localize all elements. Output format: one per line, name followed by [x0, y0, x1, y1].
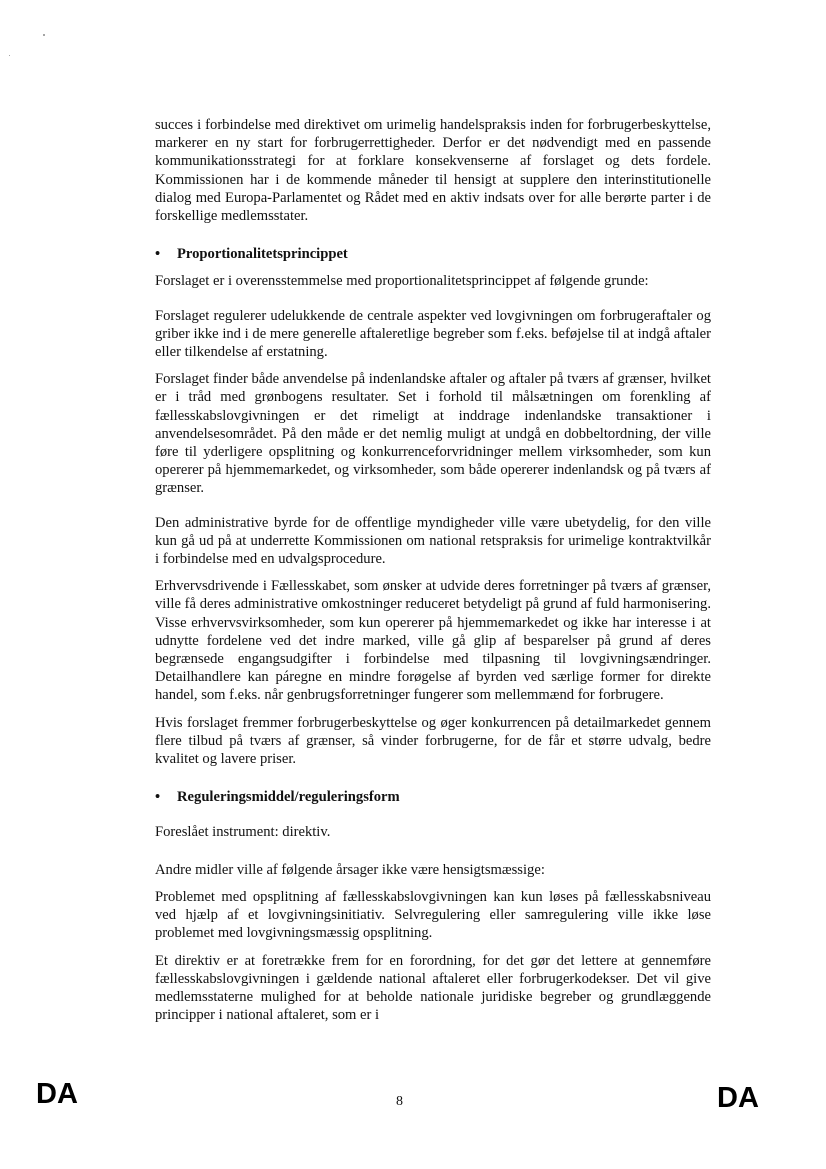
paragraph: Erhvervsdrivende i Fællesskabet, som ønsker at udvide deres forretninger på tværs af grænser, ville få deres administrative omkostninger reduceret betydeligt på grund af fuld harmonisering. Visse erhvervsvirksomheder, som kun opererer på hjemmemarkedet og ikke har interesse i at udnytte fordelene ved det indre marked, ville gå glip af besparelser på grund af deres begrænsede engangsudgifter i forbindelse med tilpasning til lovgivningsændringer. Detailhandlere kan páregne en mindre forøgelse af byrden ved særlige former for direkte handel, som f.eks. når genbrugsforretninger fungerer som mellemmænd for forbrugere.: [155, 578, 711, 704]
page-number: 8: [396, 1094, 403, 1109]
language-code-left: DA: [36, 1078, 78, 1110]
paragraph: Et direktiv er at foretrække frem for en forordning, for det gør det lettere at gennemføre fællesskabslovgivningen i gældende national aftaleret eller forbrugerkodekser. Det vil give medlemsstaterne mulighed for at beholde nationale juridiske begreber og grundlæggende principper i national aftaleret, som er i: [155, 952, 711, 1024]
heading-text: Reguleringsmiddel/reguleringsform: [177, 789, 400, 806]
paragraph: Problemet med opsplitning af fællesskabslovgivningen kan kun løses på fællesskabsniveau ved hjælp af et lovgivningsinitiativ. Selvregulering eller samregulering ville ikke løse problemet med lovgivningsmæssig opsplitning.: [155, 888, 711, 942]
heading-text: Proportionalitetsprincippet: [177, 246, 348, 263]
section-heading: [155, 245, 711, 263]
bullet-icon: •: [155, 789, 161, 806]
paragraph: Andre midler ville af følgende årsager ikke være hensigtsmæssige:: [155, 861, 545, 878]
paragraph: succes i forbindelse med direktivet om urimelig handelspraksis inden for forbrugerbeskyttelse, markerer en ny start for forbrugerrettigheder. Derfor er det nødvendigt med en passende kommunikationsstrategi for at forklare konsekvenserne af forslaget og dets fordele. Kommissionen har i de kommende måneder til hensigt at supplere den interinstitutionelle dialog med Europa-Parlamentet og Rådet med en aktiv indsats over for alle berørte parter i de forskellige medlemsstater.: [155, 117, 711, 225]
paragraph: Forslaget er i overensstemmelse med proportionalitetsprincippet af følgende grunde:: [155, 273, 649, 290]
language-code-right: DA: [717, 1082, 759, 1114]
paragraph: Den administrative byrde for de offentlige myndigheder ville være ubetydelig, for den ville kun gå ud på at underrette Kommissionen om national retspraksis for urimelige kontraktvilkår i forbindelse med en udvalgsprocedure.: [155, 514, 711, 568]
scan-speck: [9, 55, 10, 56]
paragraph: Foreslået instrument: direktiv.: [155, 823, 331, 840]
paragraph: Hvis forslaget fremmer forbrugerbeskyttelse og øger konkurrencen på detailmarkedet gennem flere tilbud på tværs af grænser, så vinder forbrugerne, for de får et større udvalg, bedre kvalitet og lavere priser.: [155, 714, 711, 768]
document-body: [155, 116, 711, 1024]
bullet-icon: •: [155, 246, 161, 263]
paragraph: Forslaget regulerer udelukkende de centrale aspekter ved lovgivningen om forbrugeraftaler og griber ikke ind i de mere generelle aftaleretlige begreber som f.eks. beføjelse til at indgå aftaler eller tilkendelse af erstatning.: [155, 307, 711, 361]
section-heading: [155, 788, 711, 806]
paragraph: Forslaget finder både anvendelse på indenlandske aftaler og aftaler på tværs af grænser, hvilket er i tråd med grønbogens resultater. Set i forhold til målsætningen om forenkling af fællesskabslovgivningen er det rimeligt at inddrage indenlandske transaktioner i anvendelsesområdet. På den måde er det nemlig muligt at undgå en dobbeltordning, der ville føre til yderligere opsplitning og konkurrenceforvridninger mellem virksomheder, som kun opererer på hjemmemarkedet, og virksomheder, som både opererer indenlandsk og på tværs af grænser.: [155, 371, 711, 497]
scan-speck: [43, 34, 45, 36]
